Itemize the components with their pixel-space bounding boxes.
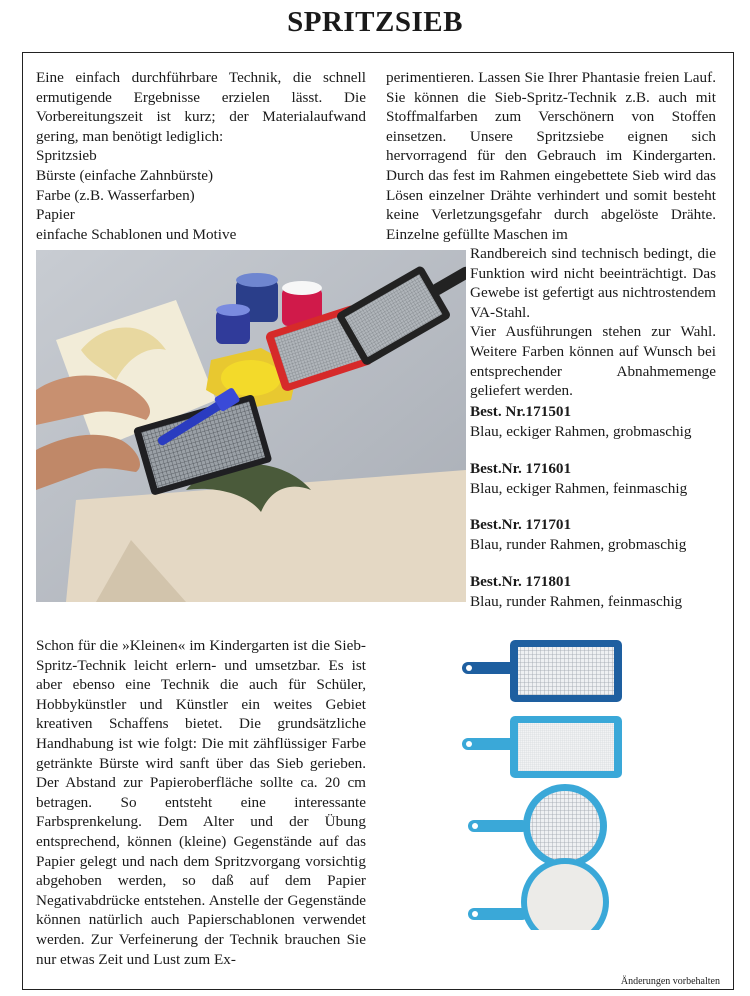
instructions-section: [36, 636, 366, 969]
instructions-paragraph: Schon für die »Kleinen« im Kindergarten ist die Sieb-Spritz-Technik leicht erlern- und umsetzbar. Es ist aber ebenso eine Technik die auch für Schüler, Hobbykünstler und Künstler ein weites Gebiet kreativen Schaffens bietet. Die grundsätzliche Handhabung ist wie folgt: Die mit zähflüssiger Farbe getränkte Bürste wird sanft über das Sieb gerieben. Der Abstand zur Papieroberfläche sollte ca. 20 cm betragen. So entsteht eine interessante Farbsprenkelung. Dem Alter und der Übung entsprechend, können (kleine) Gegenstände auf das Papier gelegt und nach dem Spritzvorgang vorsichtig abgehoben werden, so daß auf dem Papier Negativabdrücke entstehen. Anstelle der Gegenstände können natürlich auch Papierschablonen verwendet werden. Zur Verfeinerung der Technik brauchen Sie nur etwas Zeit und Lust zum Ex-: [36, 637, 366, 968]
material-item: Spritzsieb: [36, 147, 97, 165]
order-description: Blau, eckiger Rahmen, feinmaschig: [470, 479, 688, 497]
page-title: SPRITZSIEB: [287, 6, 463, 38]
order-description: Blau, runder Rahmen, feinmaschig: [470, 592, 683, 610]
materials-list: [36, 146, 366, 244]
order-number: Best. Nr.171501: [470, 403, 572, 420]
order-item: [470, 572, 730, 611]
intro-paragraph: Eine einfach durchführbare Technik, die schnell ermutigende Ergebnisse erzielen lässt. Die Vorbereitungszeit ist kurz; der Materialaufwand gering, man benötigt lediglich:: [36, 69, 366, 145]
footnote: Änderungen vorbehalten: [620, 976, 720, 987]
order-number: Best.Nr. 171601: [470, 460, 572, 477]
product-round-fine: [468, 858, 609, 930]
product-round-coarse: [468, 784, 607, 868]
product-rect-coarse: [462, 640, 622, 702]
order-item: [470, 402, 730, 441]
order-description: Blau, runder Rahmen, grobmaschig: [470, 535, 687, 553]
product-rect-fine: [462, 716, 622, 778]
right-text-2: Randbereich sind technisch bedingt, die Funktion wird nicht beeinträchtigt. Das Gewebe ist gefertigt aus nichtrostendem VA-Stahl.: [470, 245, 716, 321]
material-item: einfache Schablonen und Motive: [36, 225, 237, 243]
technique-photo: [36, 250, 466, 602]
material-item: Farbe (z.B. Wasserfarben): [36, 186, 195, 204]
order-item: [470, 459, 730, 498]
right-paragraph-1: [386, 68, 716, 244]
order-item: [470, 515, 730, 554]
material-item: Papier: [36, 206, 75, 224]
order-number: Best.Nr. 171801: [470, 573, 572, 590]
right-text-3: Vier Ausführungen stehen zur Wahl. Weitere Farben können auf Wunsch bei entsprechender Abnahmemenge geliefert werden.: [470, 323, 716, 400]
material-item: Bürste (einfache Zahnbürste): [36, 166, 214, 184]
product-images: [460, 630, 640, 930]
right-text-1: perimentieren. Lassen Sie Ihrer Phantasie freien Lauf. Sie können die Sieb-Spritz-Technik z.B. auch mit Stoffmalfarben zum Verschönern von Stoffen einsetzen. Unsere Spritzsiebe eignen sich hervorragend für den Gebrauch im Kindergarten. Durch das fest im Rahmen eingebettete Sieb wird das Lösen einzelner Drähte verhindert und somit besteht keine Verletzungsgefahr durch abgelöste Drähte. Einzelne gefüllte Maschen im: [386, 69, 716, 243]
right-paragraph-2: [470, 244, 716, 401]
intro-section: [36, 68, 366, 244]
order-description: Blau, eckiger Rahmen, grobmaschig: [470, 422, 692, 440]
order-number: Best.Nr. 171701: [470, 516, 572, 533]
